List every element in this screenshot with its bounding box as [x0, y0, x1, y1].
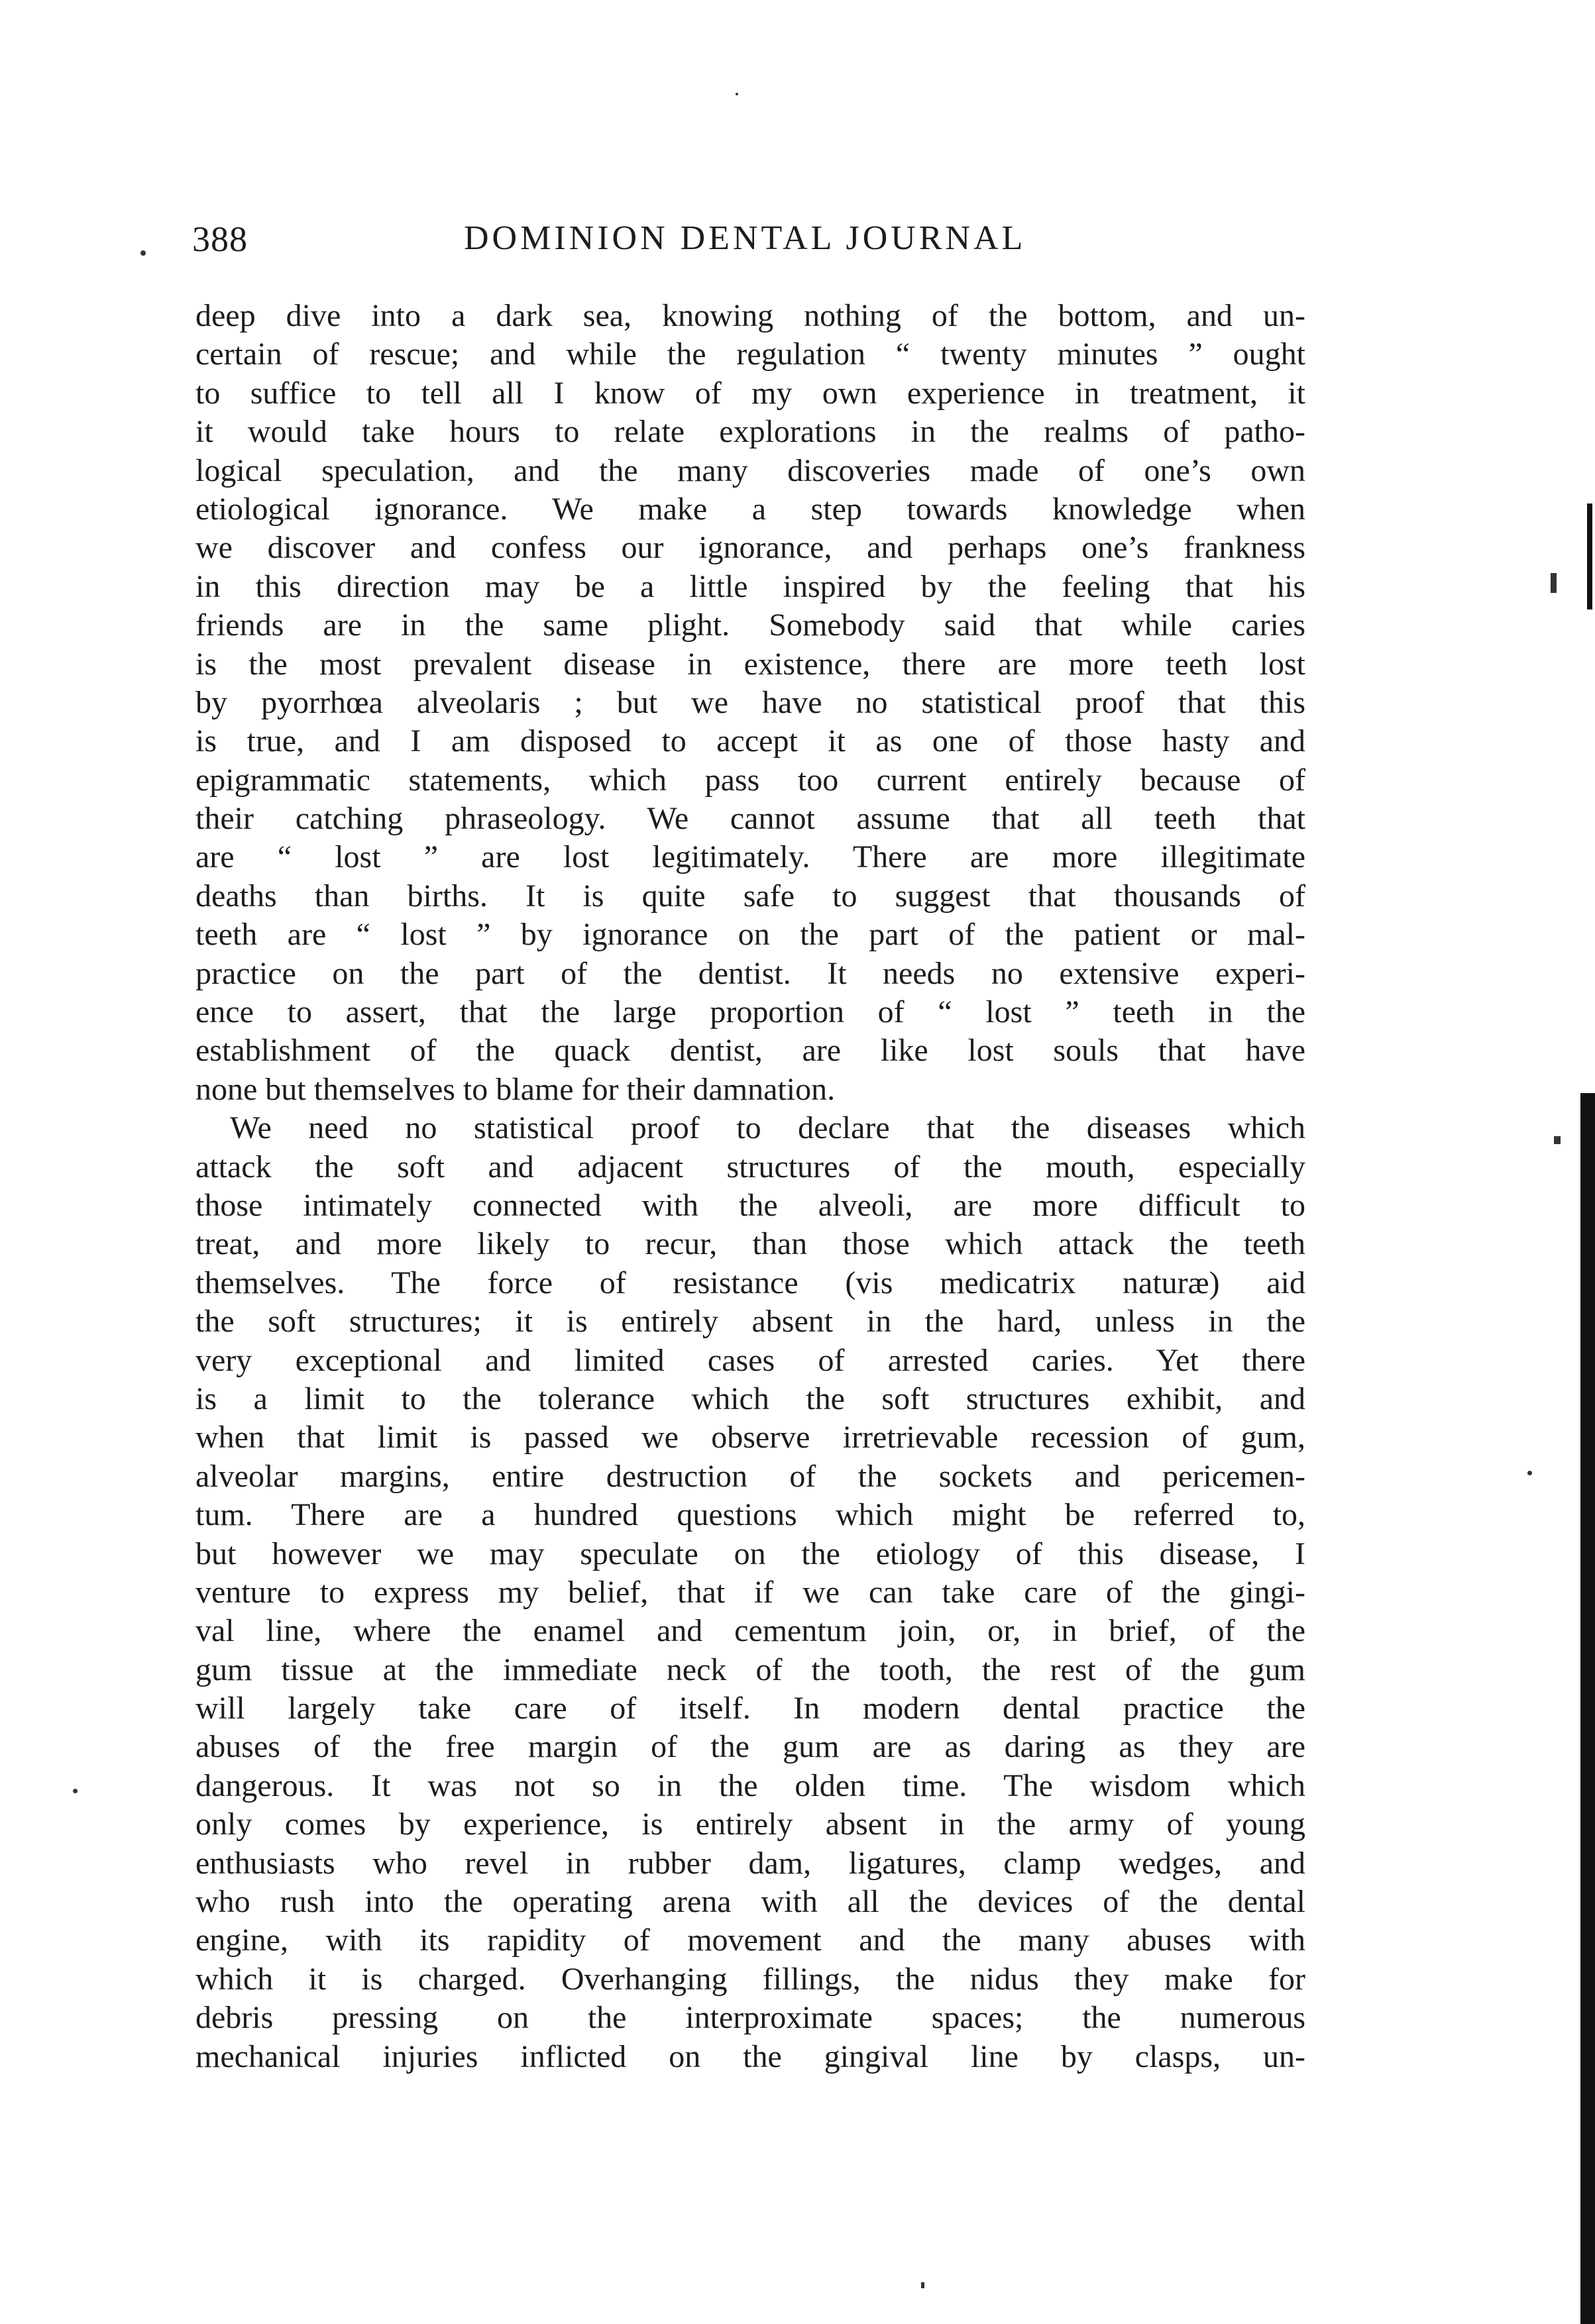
text-line: engine, with its rapidity of movement and the many abuses with: [195, 1923, 1305, 1958]
body-text: [195, 297, 1305, 2076]
text-line: debris pressing on the interproximate spaces; the numerous: [195, 2000, 1305, 2036]
scan-speck: [1551, 573, 1557, 593]
text-line: venture to express my belief, that if we can take care of the gingi-: [195, 1574, 1305, 1610]
text-line: is the most prevalent disease in existence, there are more teeth lost: [195, 646, 1305, 682]
text-line: etiological ignorance. We make a step towards knowledge when: [195, 491, 1305, 527]
text-line: to suffice to tell all I know of my own experience in treatment, it: [195, 375, 1305, 411]
scan-speck: [73, 1789, 78, 1793]
text-line: establishment of the quack dentist, are like lost souls that have: [195, 1033, 1305, 1069]
text-line: it would take hours to relate explorations in the realms of patho-: [195, 414, 1305, 450]
text-line: who rush into the operating arena with all the devices of the dental: [195, 1884, 1305, 1920]
page-header: [192, 219, 1305, 272]
text-line: by pyorrhœa alveolaris ; but we have no statistical proof that this: [195, 684, 1305, 720]
scan-binding-edge: [1580, 1093, 1595, 2324]
text-line: ence to assert, that the large proportion of “ lost ” teeth in the: [195, 994, 1305, 1030]
text-line: logical speculation, and the many discoveries made of one’s own: [195, 452, 1305, 488]
text-line: attack the soft and adjacent structures of the mouth, especially: [195, 1149, 1305, 1185]
scan-speck: [1527, 1471, 1532, 1475]
text-line: We need no statistical proof to declare that the diseases which: [230, 1110, 1305, 1146]
text-line: those intimately connected with the alveoli, are more difficult to: [195, 1187, 1305, 1223]
page-number: 388: [192, 219, 248, 259]
scan-speck: [1554, 1136, 1561, 1144]
text-line: deaths than births. It is quite safe to suggest that thousands of: [195, 878, 1305, 914]
scan-binding-edge: [1587, 503, 1592, 609]
text-line: epigrammatic statements, which pass too current entirely because of: [195, 762, 1305, 798]
header-dot: [140, 250, 146, 256]
text-line: teeth are “ lost ” by ignorance on the part of the patient or mal-: [195, 917, 1305, 953]
text-line: is a limit to the tolerance which the soft structures exhibit, and: [195, 1381, 1305, 1416]
text-line: treat, and more likely to recur, than those which attack the teeth: [195, 1226, 1305, 1262]
text-line: deep dive into a dark sea, knowing nothing of the bottom, and un-: [195, 298, 1305, 333]
text-line: which it is charged. Overhanging fillings, the nidus they make for: [195, 1961, 1305, 1997]
text-line: very exceptional and limited cases of arrested caries. Yet there: [195, 1342, 1305, 1378]
text-line: val line, where the enamel and cementum join, or, in brief, of the: [195, 1613, 1305, 1649]
text-line: in this direction may be a little inspired by the feeling that his: [195, 568, 1305, 604]
text-line: practice on the part of the dentist. It needs no extensive experi-: [195, 955, 1305, 991]
running-title: DOMINION DENTAL JOURNAL: [464, 219, 1026, 257]
text-line: certain of rescue; and while the regulation “ twenty minutes ” ought: [195, 337, 1305, 372]
text-line: tum. There are a hundred questions which might be referred to,: [195, 1497, 1305, 1533]
text-line: when that limit is passed we observe irretrievable recession of gum,: [195, 1420, 1305, 1455]
text-line: the soft structures; it is entirely absent in the hard, unless in the: [195, 1304, 1305, 1340]
text-line: enthusiasts who revel in rubber dam, ligatures, clamp wedges, and: [195, 1845, 1305, 1881]
text-line: abuses of the free margin of the gum are as daring as they are: [195, 1729, 1305, 1765]
text-line: will largely take care of itself. In modern dental practice the: [195, 1691, 1305, 1726]
scan-speck: [921, 2282, 924, 2288]
text-line: dangerous. It was not so in the olden time. The wisdom which: [195, 1768, 1305, 1803]
text-line: only comes by experience, is entirely absent in the army of young: [195, 1807, 1305, 1842]
text-line: but however we may speculate on the etiology of this disease, I: [195, 1536, 1305, 1571]
text-line: themselves. The force of resistance (vis medicatrix naturæ) aid: [195, 1265, 1305, 1300]
text-line: their catching phraseology. We cannot assume that all teeth that: [195, 801, 1305, 837]
text-line: alveolar margins, entire destruction of the sockets and pericemen-: [195, 1458, 1305, 1494]
scan-speck: [736, 93, 738, 95]
text-line: friends are in the same plight. Somebody said that while caries: [195, 607, 1305, 643]
text-line: are “ lost ” are lost legitimately. There are more illegitimate: [195, 839, 1305, 875]
text-line: is true, and I am disposed to accept it as one of those hasty and: [195, 723, 1305, 759]
text-line: we discover and confess our ignorance, and perhaps one’s frankness: [195, 530, 1305, 566]
text-line: none but themselves to blame for their damnation.: [195, 1071, 836, 1107]
text-line: gum tissue at the immediate neck of the tooth, the rest of the gum: [195, 1652, 1305, 1687]
text-line: mechanical injuries inflicted on the gingival line by clasps, un-: [195, 2038, 1305, 2074]
